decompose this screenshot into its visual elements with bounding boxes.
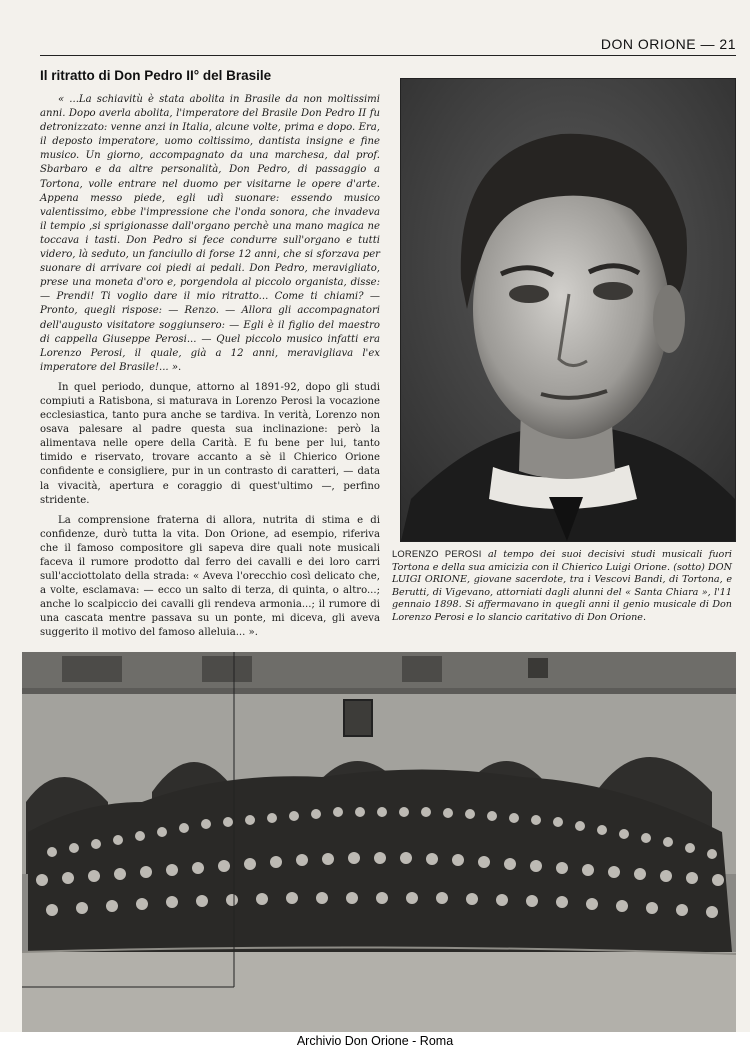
archive-footer: Archivio Don Orione - Roma xyxy=(0,1032,750,1051)
article-body xyxy=(40,93,380,647)
article-paragraph-2: In quel periodo, dunque, attorno al 1891-92, dopo gli studi compiuti a Ratisbona, si maturava in Lorenzo Perosi la vocazione ecclesiastica, tanto pura anche se tardiva. In verità, Lorenzo non osava palesare al padre questa sua inclinazione: però la alimentava nelle opere della Carità. E fu bene per lui, tanto timido e riservato, trovare accanto a sè il Chierico Orione confidente e consigliere, pur in un contrasto di caratteri, — data la vivacità, apertura e coraggio di quest'ultimo —, perfino stridente. xyxy=(40,381,380,506)
photo-caption xyxy=(392,548,732,625)
caption-lead: LORENZO PEROSI xyxy=(392,548,482,559)
running-head: DON ORIONE — 21 xyxy=(600,36,736,52)
group-photo-illustration xyxy=(22,652,736,1032)
header-rule xyxy=(40,55,736,56)
group-photo-santa-chiara xyxy=(22,652,736,1032)
portrait-photo-lorenzo-perosi xyxy=(400,78,736,542)
article-title: Il ritratto di Don Pedro II° del Brasile xyxy=(40,68,272,83)
portrait-illustration xyxy=(401,79,735,541)
article-paragraph-3: La comprensione fraterna di allora, nutrita di stima e di confidenze, durò tutta la vita. Don Orione, ad esempio, riferiva che il famoso compositore gli sapeva dire quali note musicali faceva il rumore prodotto dal ferro dei cavalli e dei loro carri sull'acciottolato della strada: « Aveva l'orecchio così delicato che, a volte, esclamava: — ecco un salto di terza, di quinta, o altro...; anche lo scalpiccio dei cavalli gli rendeva armonia...; il rumore di una cascata mentre passava su un ponte, mi diceva, gli aveva suggerito il motivo del famoso alleluia... ». xyxy=(40,514,380,639)
article-paragraph-1: « ...La schiavitù è stata abolita in Brasile da non moltissimi anni. Dopo averla abolita, l'imperatore del Brasile Don Pedro II fu detronizzato: venne anzi in Italia, alcune volte, prima e dopo. Era, il deposto imperatore, uomo coltissimo, dantista insigne e fine musico. Un giorno, accompagnato da una marchesa, dal prof. Sbarbaro e da altre personalità, Don Pedro, di passaggio a Tortona, volle entrare nel duomo per visitarne le opere d'arte. Appena messo piede, egli udì suonare: essendo musico valentissimo, ebbe l'impressione che l'onda sonora, che invadeva il tempio ,si sprigionasse dall'organo perchè una mano magica ne toccava i tasti. Don Pedro si fece condurre sull'organo e tutti videro, là seduto, un fanciullo di forse 12 anni, che si sforzava per suonare di arrivare coi piedi ai pedali. Don Pedro, meravigliato, prese una moneta d'oro e, porgendola al piccolo organista, disse: — Prendi! Ti voglio dare il mio ritratto... Come ti chiami? — Pronto, quegli rispose: — Renzo. — Allora gli accompagnatori dell'augusto visitatore soggiunsero: — Egli è il figlio del maestro di cappella Giuseppe Perosi... — Quel piccolo musico infatti era Lorenzo Perosi, il quale, già a 12 anni, meravigliava l'ex imperatore del Brasile!... ». xyxy=(40,94,380,373)
caption-text: al tempo dei suoi decisivi studi musicali fuori Tortona e della sua amicizia con il Chierico Luigi Orione. (sotto) DON LUIGI ORIONE, giovane sacerdote, tra i Vescovi Bandi, di Tortona, e Berutti, di Vigevano, attorniati dagli alunni del « Santa Chiara », l'11 gennaio 1898. Si affermavano in quegli anni il genio musicale di Don Lorenzo Perosi e lo slancio caritativo di Don Orione. xyxy=(392,549,732,623)
